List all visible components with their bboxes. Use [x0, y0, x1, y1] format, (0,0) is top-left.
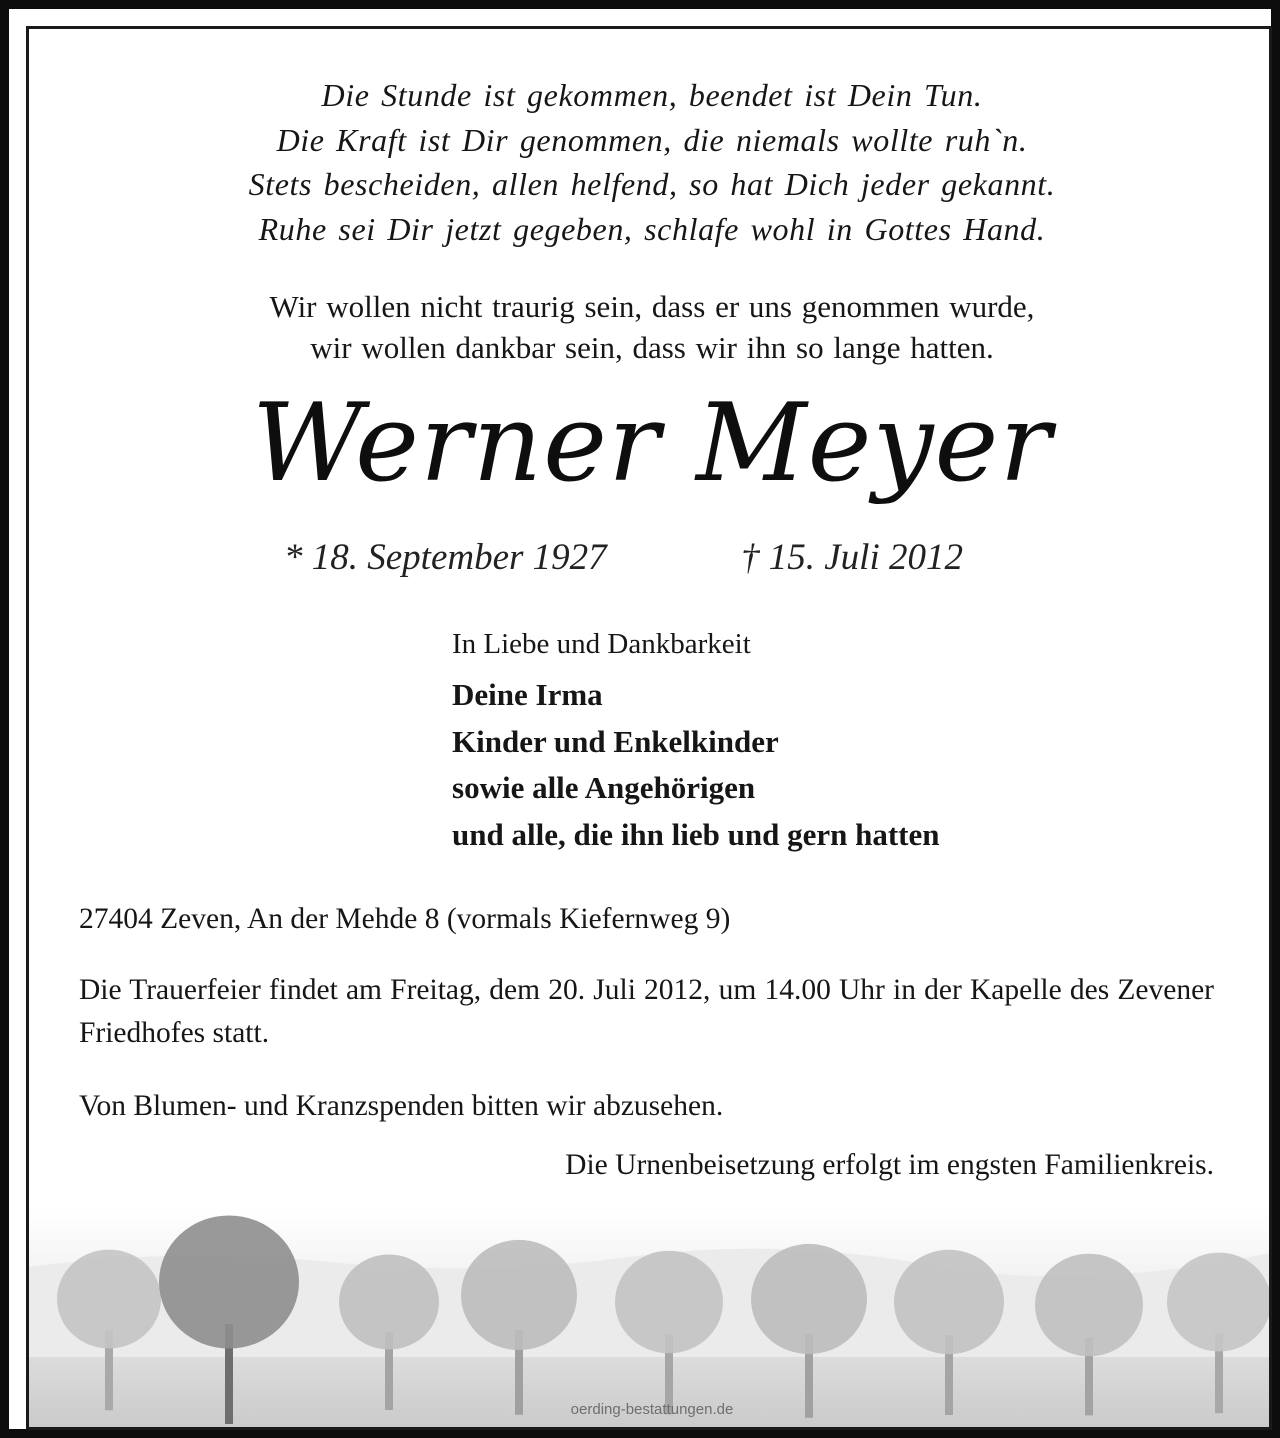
mourner-line: und alle, die ihn lieb und gern hatten — [452, 816, 940, 852]
quote — [29, 286, 1272, 368]
poem-line: Ruhe sei Dir jetzt gegeben, schlafe wohl in Gottes Hand. — [258, 210, 1046, 247]
quote-line: Wir wollen nicht traurig sein, dass er uns genommen wurde, — [269, 289, 1035, 324]
birth-date: * 18. September 1927 — [284, 537, 607, 578]
poem — [29, 73, 1272, 251]
watermark: oerding-bestattungen.de — [570, 1401, 734, 1418]
poem-line: Die Stunde ist gekommen, beendet ist Dein Tun. — [321, 77, 983, 113]
tree-landscape-image — [29, 1207, 1272, 1430]
mourner-list — [452, 672, 940, 858]
mourner-line: Deine Irma — [452, 677, 603, 712]
mourner-line: Kinder und Enkelkinder — [452, 723, 779, 759]
urn-note: Die Urnenbeisetzung erfolgt im engsten Familienkreis. — [565, 1149, 1214, 1181]
poem-line: Stets bescheiden, allen helfend, so hat Dich jeder gekannt. — [248, 166, 1056, 202]
flowers-note: Von Blumen- und Kranzspenden bitten wir abzusehen. — [79, 1090, 724, 1122]
address: 27404 Zeven, An der Mehde 8 (vormals Kiefernweg 9) — [79, 903, 731, 935]
poem-line: Die Kraft ist Dir genommen, die niemals wollte ruh`n. — [276, 121, 1028, 158]
quote-line: wir wollen dankbar sein, dass wir ihn so lange hatten. — [310, 330, 994, 365]
ceremony-info: Die Trauerfeier findet am Freitag, dem 20. Juli 2012, um 14.00 Uhr in der Kapelle des Zevener Friedhofes statt. — [79, 974, 1214, 1049]
obituary-notice — [26, 26, 1272, 1430]
signoff: In Liebe und Dankbarkeit — [452, 628, 751, 660]
death-date: † 15. Juli 2012 — [741, 537, 963, 578]
mourner-line: sowie alle Angehörigen — [452, 770, 756, 805]
deceased-name: Werner Meyer — [251, 381, 1053, 506]
